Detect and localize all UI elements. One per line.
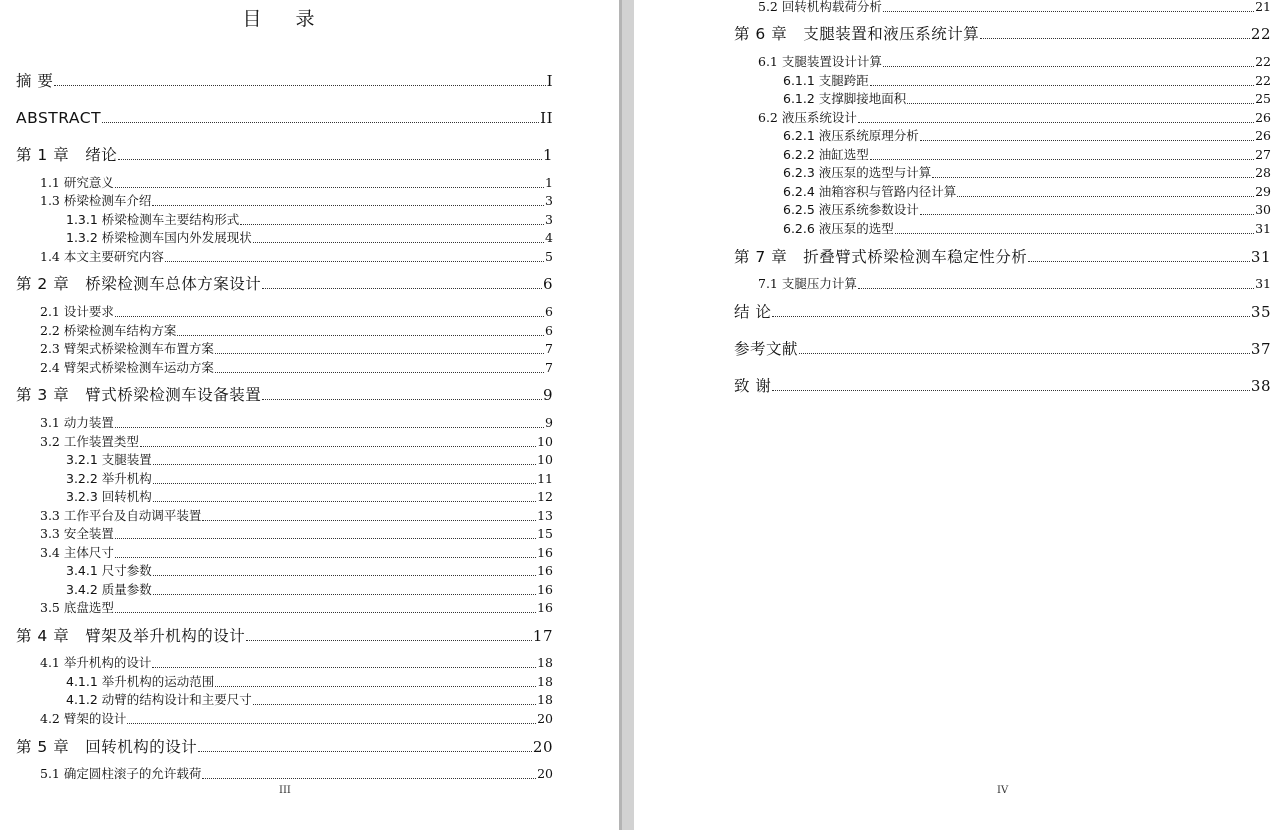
toc-entry-title: 2.3 臂架式桥梁检测车布置方案	[40, 341, 214, 356]
toc-section-entry[interactable]	[40, 414, 553, 432]
toc-dot-leader	[895, 232, 1254, 234]
toc-page-number: 35	[1250, 303, 1271, 321]
toc-entry-title: 3.1 动力装置	[40, 415, 114, 430]
toc-section-entry[interactable]	[40, 654, 553, 672]
toc-subsection-entry[interactable]	[66, 451, 553, 469]
toc-section-entry[interactable]	[40, 507, 553, 525]
toc-section-entry[interactable]	[40, 710, 553, 728]
toc-dot-leader	[115, 611, 536, 613]
toc-entry-title: 致 谢	[734, 377, 772, 395]
toc-dot-leader	[858, 287, 1254, 289]
toc-entry-title: 1.3.2 桥梁检测车国内外发展现状	[66, 230, 252, 245]
toc-dot-leader	[772, 315, 1249, 317]
toc-chapter-entry[interactable]	[734, 340, 1271, 358]
toc-page-number: I	[546, 72, 553, 90]
toc-dot-leader	[153, 482, 536, 484]
toc-page-number: 11	[537, 471, 553, 486]
toc-entry-title: ABSTRACT	[16, 109, 102, 127]
toc-page-number: 25	[1255, 91, 1271, 106]
toc-chapter-entry[interactable]	[16, 627, 553, 645]
toc-page-number: 16	[537, 563, 553, 578]
toc-entry-title: 5.2 回转机构载荷分析	[758, 0, 882, 14]
toc-entry-title: 1.4 本文主要研究内容	[40, 249, 164, 264]
toc-page-right	[634, 0, 1286, 830]
toc-dot-leader	[215, 352, 544, 354]
toc-chapter-entry[interactable]	[16, 146, 553, 164]
toc-entry-title: 3.5 底盘选型	[40, 600, 114, 615]
toc-dot-leader	[115, 426, 544, 428]
toc-chapter-entry[interactable]	[16, 738, 553, 756]
toc-page-number: 16	[537, 545, 553, 560]
toc-title: 目 录	[242, 8, 329, 30]
toc-dot-leader	[115, 537, 536, 539]
toc-page-number: 10	[537, 434, 553, 449]
toc-page-number: 5	[545, 249, 553, 264]
toc-entry-title: 6.2.3 液压泵的选型与计算	[783, 165, 932, 180]
toc-subsection-entry[interactable]	[783, 90, 1271, 108]
toc-subsection-entry[interactable]	[783, 72, 1271, 90]
toc-dot-leader	[202, 519, 536, 521]
toc-page-number: 16	[537, 582, 553, 597]
toc-page-number: 26	[1255, 128, 1271, 143]
toc-page-number: 26	[1255, 110, 1271, 125]
toc-section-entry[interactable]	[40, 599, 553, 617]
toc-page-number: 18	[537, 674, 553, 689]
toc-entry-title: 参考文献	[734, 340, 799, 358]
toc-page-number: 17	[532, 627, 553, 645]
toc-section-entry[interactable]	[40, 248, 553, 266]
toc-section-entry[interactable]	[40, 433, 553, 451]
toc-chapter-entry[interactable]	[734, 303, 1271, 321]
toc-dot-leader	[883, 65, 1254, 67]
toc-page-number: 30	[1255, 202, 1271, 217]
toc-dot-leader	[165, 260, 544, 262]
toc-entry-title: 2.4 臂架式桥梁检测车运动方案	[40, 360, 214, 375]
toc-section-entry[interactable]	[758, 53, 1271, 71]
toc-page-number: II	[540, 109, 553, 127]
toc-entry-title: 6.2.1 液压系统原理分析	[783, 128, 919, 143]
toc-dot-leader	[262, 287, 542, 289]
toc-page-number: 9	[542, 386, 553, 404]
toc-entry-title: 第 4 章 臂架及举升机构的设计	[16, 627, 246, 645]
toc-page-number: 13	[537, 508, 553, 523]
toc-page-number: 20	[537, 711, 553, 726]
toc-page-number: 20	[532, 738, 553, 756]
toc-page-number: 12	[537, 489, 553, 504]
toc-dot-leader	[118, 158, 542, 160]
toc-dot-leader	[140, 445, 536, 447]
toc-subsection-entry[interactable]	[66, 673, 553, 691]
toc-dot-leader	[957, 195, 1254, 197]
toc-entry-title: 3.3 安全装置	[40, 526, 114, 541]
toc-subsection-entry[interactable]	[66, 470, 553, 488]
toc-entry-title: 4.1.1 举升机构的运动范围	[66, 674, 215, 689]
toc-dot-leader	[980, 37, 1250, 39]
toc-entry-title: 3.4 主体尺寸	[40, 545, 114, 560]
toc-entry-title: 3.2.2 举升机构	[66, 471, 152, 486]
toc-chapter-entry[interactable]	[16, 386, 553, 404]
toc-dot-leader	[240, 223, 544, 225]
toc-section-entry[interactable]	[758, 109, 1271, 127]
toc-page-number: 22	[1255, 73, 1271, 88]
toc-subsection-entry[interactable]	[783, 127, 1271, 145]
toc-entry-title: 2.2 桥梁检测车结构方案	[40, 323, 177, 338]
toc-dot-leader	[772, 389, 1249, 391]
toc-chapter-entry[interactable]	[16, 109, 553, 127]
toc-page-number: 21	[1255, 0, 1271, 14]
toc-page-number: 15	[537, 526, 553, 541]
toc-page-left	[0, 0, 619, 830]
toc-page-number: 18	[537, 692, 553, 707]
toc-entry-title: 1.1 研究意义	[40, 175, 114, 190]
toc-entry-title: 6.1 支腿装置设计计算	[758, 54, 882, 69]
toc-dot-leader	[907, 102, 1254, 104]
toc-entry-title: 1.3.1 桥梁检测车主要结构形式	[66, 212, 240, 227]
toc-entry-title: 第 6 章 支腿装置和液压系统计算	[734, 25, 980, 43]
toc-entry-title: 6.1.2 支撑脚接地面积	[783, 91, 907, 106]
toc-section-entry[interactable]	[40, 322, 553, 340]
toc-entry-title: 6.2 液压系统设计	[758, 110, 857, 125]
toc-entry-title: 4.1 举升机构的设计	[40, 655, 152, 670]
toc-dot-leader	[858, 121, 1254, 123]
toc-dot-leader	[115, 556, 536, 558]
toc-dot-leader	[215, 685, 536, 687]
page-gutter-shadow	[619, 0, 622, 830]
toc-page-number: 6	[545, 304, 553, 319]
page-number-footer: IV	[997, 785, 1009, 796]
toc-page-number: 7	[545, 341, 553, 356]
toc-dot-leader	[54, 84, 545, 86]
toc-page-number: 1	[542, 146, 553, 164]
toc-chapter-entry[interactable]	[734, 248, 1271, 266]
toc-dot-leader	[115, 186, 544, 188]
toc-dot-leader	[920, 213, 1254, 215]
toc-page-number: 7	[545, 360, 553, 375]
toc-page-number: 38	[1250, 377, 1271, 395]
toc-page-number: 28	[1255, 165, 1271, 180]
toc-page-number: 9	[545, 415, 553, 430]
toc-dot-leader	[932, 176, 1254, 178]
toc-entry-title: 5.1 确定圆柱滚子的允许载荷	[40, 766, 202, 781]
toc-page-number: 1	[545, 175, 553, 190]
toc-subsection-entry[interactable]	[66, 562, 553, 580]
toc-entry-title: 第 3 章 臂式桥梁检测车设备装置	[16, 386, 262, 404]
toc-section-entry[interactable]	[40, 340, 553, 358]
toc-section-entry[interactable]	[40, 192, 553, 210]
toc-subsection-entry[interactable]	[783, 201, 1271, 219]
toc-entry-title: 3.3 工作平台及自动调平装置	[40, 508, 202, 523]
toc-dot-leader	[127, 722, 536, 724]
toc-dot-leader	[198, 750, 532, 752]
toc-page-number: 37	[1250, 340, 1271, 358]
toc-page-number: 31	[1255, 221, 1271, 236]
toc-dot-leader	[153, 593, 536, 595]
toc-section-entry[interactable]	[40, 525, 553, 543]
toc-chapter-entry[interactable]	[734, 377, 1271, 395]
toc-entry-title: 第 5 章 回转机构的设计	[16, 738, 198, 756]
toc-entry-title: 6.2.2 油缸选型	[783, 147, 869, 162]
toc-entry-title: 结 论	[734, 303, 772, 321]
toc-dot-leader	[215, 371, 544, 373]
toc-entry-title: 3.4.1 尺寸参数	[66, 563, 152, 578]
toc-subsection-entry[interactable]	[783, 164, 1271, 182]
toc-subsection-entry[interactable]	[66, 581, 553, 599]
toc-entry-title: 2.1 设计要求	[40, 304, 114, 319]
toc-entry-title: 第 7 章 折叠臂式桥梁检测车稳定性分析	[734, 248, 1028, 266]
toc-subsection-entry[interactable]	[783, 220, 1271, 238]
toc-section-entry[interactable]	[40, 359, 553, 377]
toc-entry-title: 6.2.6 液压泵的选型	[783, 221, 894, 236]
toc-dot-leader	[883, 10, 1254, 12]
toc-dot-leader	[153, 574, 536, 576]
toc-page-number: 18	[537, 655, 553, 670]
toc-dot-leader	[153, 463, 536, 465]
toc-page-number: 10	[537, 452, 553, 467]
toc-dot-leader	[246, 639, 532, 641]
toc-entry-title: 4.2 臂架的设计	[40, 711, 127, 726]
toc-dot-leader	[1028, 260, 1250, 262]
toc-dot-leader	[152, 666, 536, 668]
toc-dot-leader	[177, 334, 544, 336]
toc-entry-title: 3.2.3 回转机构	[66, 489, 152, 504]
toc-section-entry[interactable]	[758, 0, 1271, 16]
toc-dot-leader	[870, 158, 1254, 160]
toc-section-entry[interactable]	[40, 303, 553, 321]
toc-page-number: 31	[1255, 276, 1271, 291]
toc-subsection-entry[interactable]	[66, 691, 553, 709]
toc-page-number: 22	[1250, 25, 1271, 43]
toc-entry-title: 6.2.4 油箱容积与管路内径计算	[783, 184, 957, 199]
toc-entry-title: 6.2.5 液压系统参数设计	[783, 202, 919, 217]
toc-page-number: 6	[542, 275, 553, 293]
toc-dot-leader	[799, 352, 1250, 354]
toc-page-number: 3	[545, 212, 553, 227]
toc-page-number: 27	[1255, 147, 1271, 162]
toc-entry-title: 第 2 章 桥梁检测车总体方案设计	[16, 275, 262, 293]
toc-dot-leader	[253, 703, 536, 705]
toc-entry-title: 第 1 章 绪论	[16, 146, 118, 164]
toc-dot-leader	[152, 204, 544, 206]
toc-page-number: 29	[1255, 184, 1271, 199]
toc-section-entry[interactable]	[40, 544, 553, 562]
toc-entry-title: 3.4.2 质量参数	[66, 582, 152, 597]
toc-page-number: 31	[1250, 248, 1271, 266]
toc-chapter-entry[interactable]	[734, 25, 1271, 43]
toc-section-entry[interactable]	[40, 174, 553, 192]
toc-subsection-entry[interactable]	[66, 211, 553, 229]
toc-chapter-entry[interactable]	[16, 72, 553, 90]
toc-dot-leader	[115, 315, 544, 317]
toc-entry-title: 4.1.2 动臂的结构设计和主要尺寸	[66, 692, 252, 707]
toc-page-number: 16	[537, 600, 553, 615]
toc-dot-leader	[153, 500, 536, 502]
toc-chapter-entry[interactable]	[16, 275, 553, 293]
toc-entry-title: 3.2 工作装置类型	[40, 434, 139, 449]
toc-entry-title: 7.1 支腿压力计算	[758, 276, 857, 291]
toc-section-entry[interactable]	[758, 275, 1271, 293]
toc-dot-leader	[253, 241, 544, 243]
toc-dot-leader	[870, 84, 1254, 86]
toc-entry-title: 1.3 桥梁检测车介绍	[40, 193, 152, 208]
toc-entry-title: 摘 要	[16, 72, 54, 90]
toc-entry-title: 6.1.1 支腿跨距	[783, 73, 869, 88]
page-number-footer: III	[279, 785, 291, 796]
toc-page-number: 4	[545, 230, 553, 245]
toc-subsection-entry[interactable]	[66, 488, 553, 506]
toc-entry-title: 3.2.1 支腿装置	[66, 452, 152, 467]
toc-dot-leader	[920, 139, 1254, 141]
toc-page-number: 22	[1255, 54, 1271, 69]
toc-page-number: 20	[537, 766, 553, 781]
toc-dot-leader	[202, 777, 536, 779]
toc-subsection-entry[interactable]	[783, 146, 1271, 164]
toc-page-number: 3	[545, 193, 553, 208]
toc-subsection-entry[interactable]	[66, 229, 553, 247]
toc-section-entry[interactable]	[40, 765, 553, 783]
toc-subsection-entry[interactable]	[783, 183, 1271, 201]
toc-dot-leader	[102, 121, 539, 123]
toc-dot-leader	[262, 398, 542, 400]
toc-page-number: 6	[545, 323, 553, 338]
